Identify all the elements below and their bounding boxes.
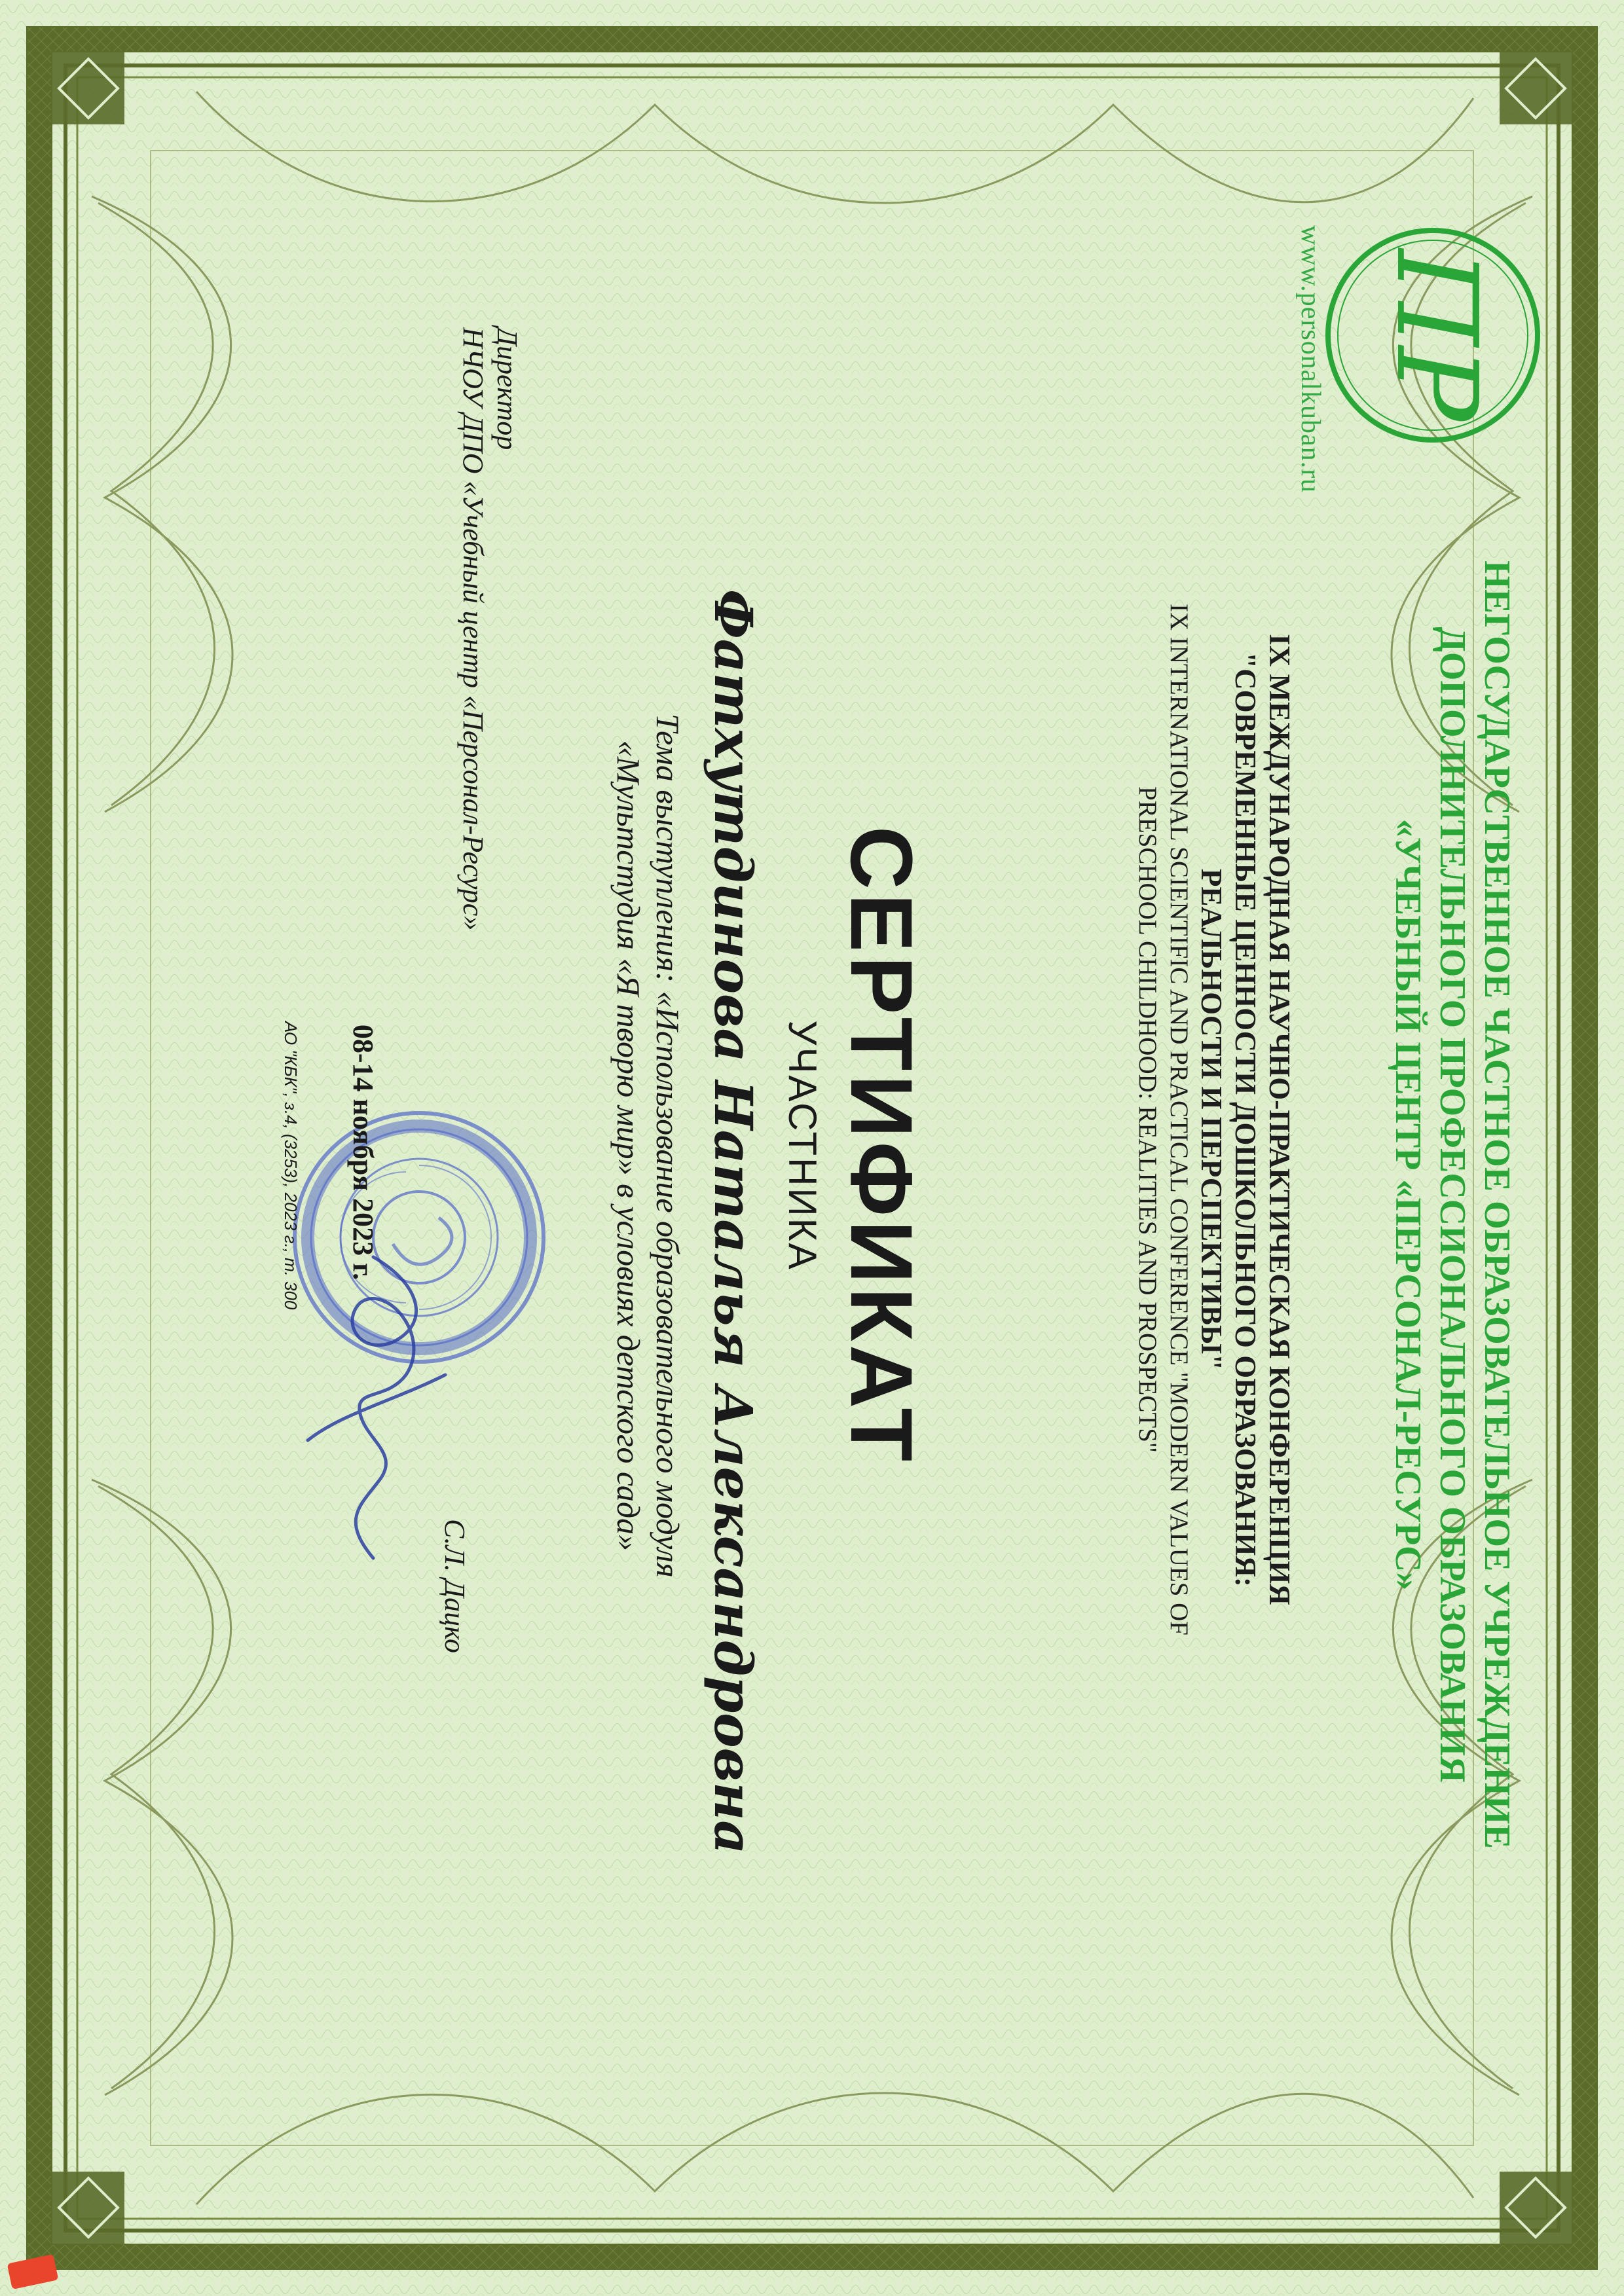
conference-block [1132,576,1297,1663]
logo-monogram: ПР [1371,249,1501,422]
topic-line-1: Тема выступления: «Использование образовательного модуля [650,714,686,1578]
director-block [456,327,524,1113]
director-title: Директор [491,327,523,450]
conference-ru-line-3: РЕАЛЬНОСТИ И ПЕРСПЕКТИВЫ" [1195,868,1228,1371]
website-url: www.personalkuban.ru [1295,225,1325,494]
director-org: НЧОУ ДПО «Учебный центр «Персонал-Ресурс» [457,327,489,931]
topic-line-2: «Мультстудия «Я творю мир» в условиях детского сада» [610,740,647,1552]
talk-topic [609,589,688,1702]
org-line-3: «УЧЕБНЫЙ ЦЕНТР «ПЕРСОНАЛ-РЕСУРС» [1388,818,1428,1591]
signer-name: С.Л. Дацко [439,1519,471,1654]
organization-name [1386,471,1519,1938]
conference-ru-line-2: "СОВРЕМЕННЫЕ ЦЕННОСТИ ДОШКОЛЬНОГО ОБРАЗОВАНИЯ: [1229,652,1262,1587]
conference-en-line-2: PRESCHOOL CHILDHOOD: REALITIES AND PROSPECTS" [1134,786,1162,1453]
event-dates: 08-14 ноября 2023 г. [347,1024,379,1281]
logo-icon [1320,223,1545,448]
recipient-name: Фатхутдинова Наталья Александровна [703,589,764,1855]
org-line-2: ДОПОЛНИТЕЛЬНОГО ПРОФЕССИОНАЛЬНОГО ОБРАЗОВАНИЯ [1432,627,1473,1783]
certificate-title: СЕРТИФИКАТ [832,826,930,1466]
org-line-1: НЕГОСУДАРСТВЕННОЕ ЧАСТНОЕ ОБРАЗОВАТЕЛЬНОЕ УЧРЕЖДЕНИЕ [1477,560,1517,1849]
scanner-watermark-icon [7,2252,59,2289]
print-info: АО "КБК", з.4, (3253), 2023 г., т. 300 [281,1021,301,1310]
conference-en-line-1: IX INTERNATIONAL SCIENTIFIC AND PRACTICAL CONFERENCE "MODERN VALUES OF [1165,604,1193,1635]
conference-ru-line-1: IX МЕЖДУНАРОДНАЯ НАУЧНО-ПРАКТИЧЕСКАЯ КОНФЕРЕНЦИЯ [1263,634,1296,1605]
certificate-subtitle: УЧАСТНИКА [781,1020,824,1271]
